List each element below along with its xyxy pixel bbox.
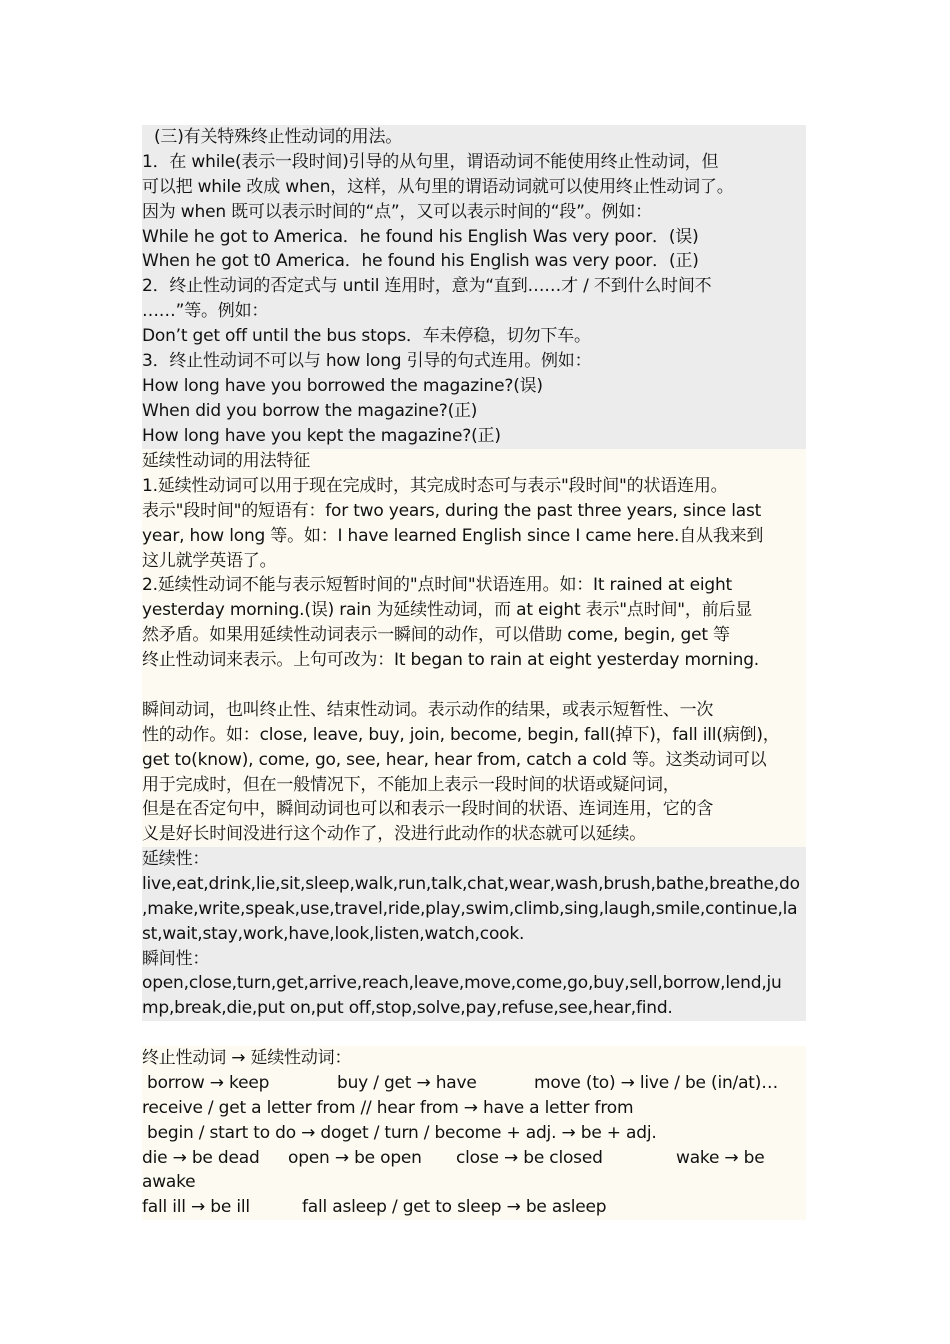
text-line: 用于完成时，但在一般情况下，不能加上表示一段时间的状语或疑问词， — [142, 774, 680, 795]
text-line: 因为 when 既可以表示时间的“点”，又可以表示时间的“段”。例如： — [142, 201, 652, 222]
text-line: 性的动作。如：close, leave, buy, join, become, begin, fall(掉下)，fall ill(病倒)， — [142, 724, 780, 745]
example-line: Don’t get off until the bus stops．车未停稳，切勿下车。 — [142, 326, 591, 347]
word-list-line: live,eat,drink,lie,sit,sleep,walk,run,talk,chat,wear,wash,brush,bathe,breathe,do — [142, 873, 800, 894]
section-verb-lists — [142, 847, 806, 1021]
blank-line — [142, 673, 806, 698]
conversion-item: die → be dead — [142, 1147, 260, 1168]
conversion-row: receive / get a letter from // hear from → have a letter from — [142, 1097, 634, 1118]
section-heading: (三)有关特殊终止性动词的用法。 — [154, 127, 403, 147]
text-line: 瞬间动词，也叫终止性、结束性动词。表示动作的结果，或表示短暂性、一次 — [142, 699, 714, 720]
text-line: 可以把 while 改成 when，这样，从句里的谓语动词就可以使用终止性动词了。 — [142, 176, 734, 197]
example-line: How long have you kept the magazine?(正) — [142, 425, 501, 446]
text-line: 1.延续性动词可以用于现在完成时，其完成时态可与表示"段时间"的状语连用。 — [142, 475, 728, 496]
text-line: year, how long 等。如：I have learned English since I came here.自从我来到 — [142, 525, 764, 546]
word-list-line: mp,break,die,put on,put off,stop,solve,pay,refuse,see,hear,find. — [142, 998, 673, 1019]
text-line: 表示"段时间"的短语有：for two years, during the past three years, since last — [142, 500, 762, 521]
text-line: 1．在 while(表示一段时间)引导的从句里，谓语动词不能使用终止性动词，但 — [142, 151, 719, 172]
text-line: 然矛盾。如果用延续性动词表示一瞬间的动作，可以借助 come, begin, get 等 — [142, 625, 730, 646]
text-line: 这儿就学英语了。 — [142, 550, 277, 571]
text-line: yesterday morning.(误) rain 为延续性动词，而 at eight 表示"点时间"，前后显 — [142, 600, 753, 621]
conversion-item: close → be closed — [456, 1147, 603, 1168]
text-line: 2．终止性动词的否定式与 until 连用时，意为“直到……才 / 不到什么时间不 — [142, 276, 712, 297]
word-list-line: open,close,turn,get,arrive,reach,leave,move,come,go,buy,sell,borrow,lend,ju — [142, 973, 782, 994]
section-conversion-table — [142, 1046, 806, 1220]
conversion-item: wake → be — [676, 1147, 765, 1168]
conversion-row — [142, 1071, 806, 1096]
text-line: 3．终止性动词不可以与 how long 引导的句式连用。例如： — [142, 351, 592, 372]
conversion-item: borrow → keep — [147, 1072, 270, 1093]
example-line: When did you borrow the magazine?(正) — [142, 400, 478, 421]
word-list-line: st,wait,stay,work,have,look,listen,watch,cook. — [142, 923, 525, 944]
example-line: How long have you borrowed the magazine?(误) — [142, 375, 543, 396]
section-heading: 终止性动词 → 延续性动词： — [142, 1048, 352, 1068]
section-special-terminative-verbs — [142, 125, 806, 449]
section-heading: 延续性动词的用法特征 — [142, 451, 310, 471]
conversion-row: begin / start to do → doget / turn / become + adj. → be + adj. — [147, 1122, 657, 1143]
conversion-item: open → be open — [288, 1147, 422, 1168]
conversion-item: fall asleep / get to sleep → be asleep — [302, 1197, 607, 1218]
conversion-item: move (to) → live / be (in/at)… — [534, 1072, 778, 1093]
text-line: 2.延续性动词不能与表示短暂时间的"点时间"状语连用。如：It rained at eight — [142, 575, 732, 596]
list-heading-instant: 瞬间性： — [142, 948, 210, 969]
conversion-item: fall ill → be ill — [142, 1197, 250, 1218]
example-line: While he got to America．he found his English Was very poor．(误) — [142, 226, 699, 247]
conversion-row-continuation: awake — [142, 1172, 196, 1193]
section-durative-verbs — [142, 449, 806, 847]
example-line: When he got t0 America．he found his English was very poor．(正) — [142, 251, 699, 272]
text-line: get to(know), come, go, see, hear, hear from, catch a cold 等。这类动词可以 — [142, 749, 767, 770]
text-line: 义是好长时间没进行这个动作了，没进行此动作的状态就可以延续。 — [142, 824, 646, 845]
conversion-row — [142, 1195, 806, 1220]
text-line: ……”等。例如： — [142, 301, 269, 322]
conversion-item: buy / get → have — [337, 1072, 477, 1093]
text-line: 但是在否定句中，瞬间动词也可以和表示一段时间的状语、连词连用，它的含 — [142, 799, 714, 820]
word-list-line: ,make,write,speak,use,travel,ride,play,swim,climb,sing,laugh,smile,continue,la — [142, 898, 798, 919]
conversion-row — [142, 1146, 806, 1171]
text-line: 终止性动词来表示。上句可改为：It began to rain at eight yesterday morning. — [142, 650, 759, 671]
list-heading-durative: 延续性： — [142, 849, 210, 869]
